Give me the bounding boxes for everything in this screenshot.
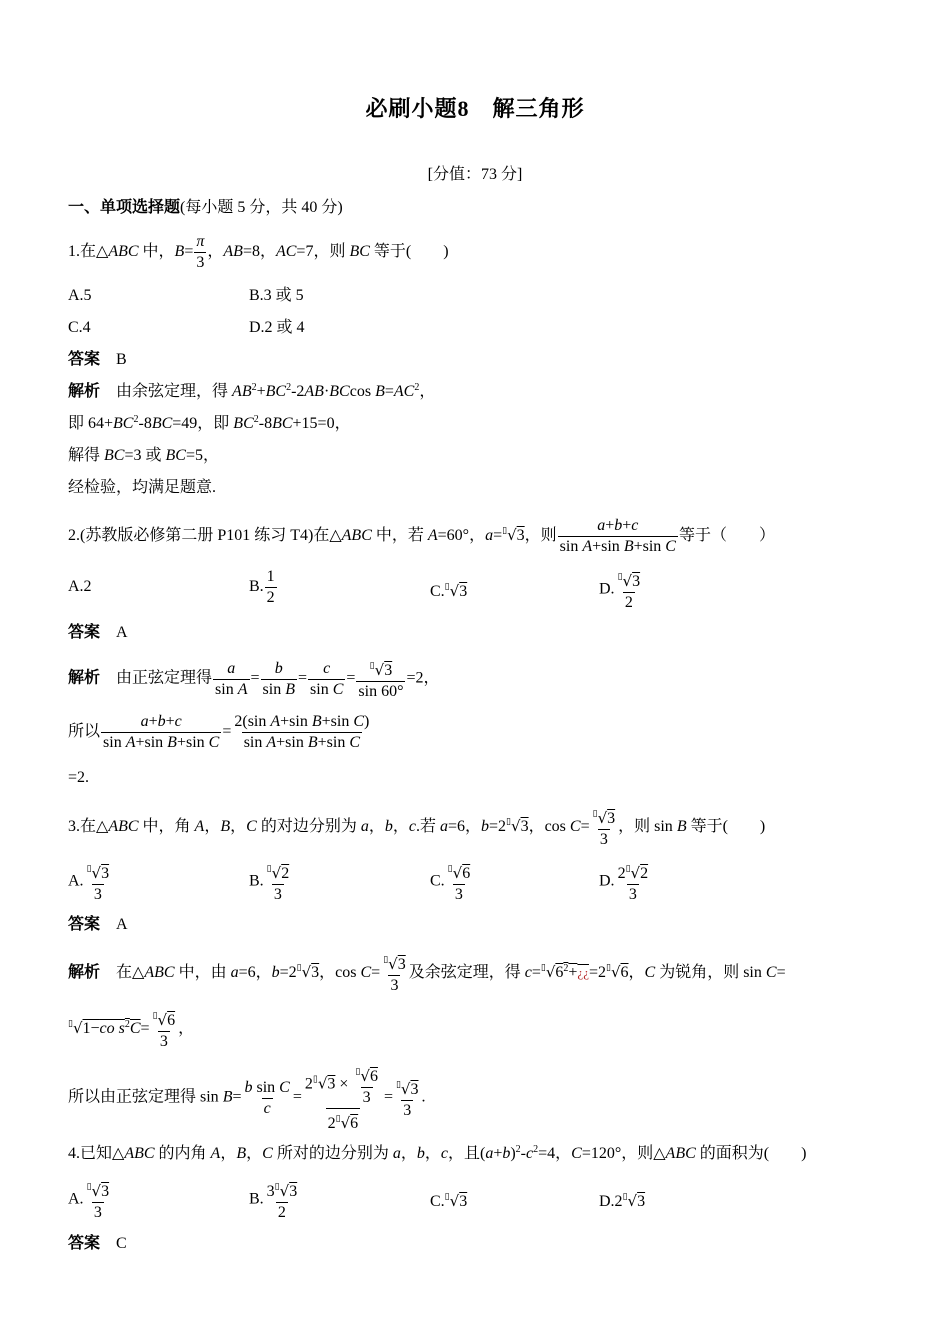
q4-option-b[interactable]: B. $\frac{3^▯√3}{2}$ [249, 1182, 298, 1221]
score-line: [分值：73 分] [427, 166, 523, 183]
q3-option-a[interactable]: A. $\frac{^▯√3}{3}$ [68, 864, 110, 903]
q1-analysis-line-1: 解析 由余弦定理，得 $AB^2+BC^2-2AB\cdot BCcos$ $B=AC^2$， [68, 382, 436, 400]
question-2-stem: 2.(苏教版必修第二册 P101 练习 T4)在△ABC 中，若 A=60°，a=▯√3，则 $\frac{a+b+c}{\text{sin A+sin B+sin C}}$ 等于（ ） [68, 516, 775, 555]
q3-option-c[interactable]: C. $\frac{^▯√6}{3}$ [430, 864, 471, 903]
q1-analysis-line-4: 经检验，均满足题意. [68, 479, 217, 496]
question-3-stem: 3.在△ABC 中，角 A，B，C 的对边分别为 a，b，c.若 a=6，b=2▯√3，cos C= $\frac{^▯√3}{3}$ ，则 sin B 等于( ) [68, 809, 766, 849]
q3-answer: 答案 A [68, 916, 128, 933]
section-title: 一、单项选择题 [68, 199, 181, 216]
q4-answer: 答案 C [68, 1235, 127, 1252]
q2-analysis-line-1: 解析 由正弦定理得 $\frac{a}{\text{sin A}}$ = $\frac{b}{\text{sin B}}$ = $\frac{c}{\text{sin C}}$ = $\frac{^▯√3}{\sin 60^\circ}$ =2， [68, 659, 440, 700]
analysis-label: 解析 [68, 383, 101, 400]
q1-option-b[interactable]: B.3 或 5 [249, 287, 304, 304]
q3-analysis-line-3: 所以由正弦定理得 sin B= $\frac{\text{b sin C}}{c}$ = 2▯√3 × $\frac{^▯√6}{3}$ 2▯√6 = $\frac{^▯√3}{3}$ . [68, 1067, 426, 1132]
q2-ratio-fraction: $\frac{a+b+c}{\text{sin A+sin B+sin C}}$ [559, 516, 676, 555]
q2-option-d[interactable]: D. $\frac{^▯√3}{2}$ [599, 572, 641, 611]
q2-option-c[interactable]: C.▯√3 [430, 582, 468, 600]
q4-option-c[interactable]: C.▯√3 [430, 1192, 468, 1210]
section-note: (每小题 5 分，共 40 分) [180, 199, 343, 216]
q1-analysis-line-2: 即 $64+BC^2-8BC=49$，即 $BC^2-8BC+15=0$， [68, 414, 351, 432]
question-4-stem: 4.已知△ABC 的内角 A，B，C 所对的边分别为 a，b，c，且$(a+b)^2-c^2=4$，C=120°，则△ABC 的面积为( ) [68, 1144, 807, 1162]
q1-option-c[interactable]: C.4 [68, 319, 91, 336]
q1-pi-over-3: $\frac{\pi}{3}$ [196, 233, 205, 271]
q3-analysis-line-1: 解析 在△ABC 中，由 a=6，b=2▯√3，cos C= $\frac{^▯√3}{3}$ 及余弦定理，得 $c=^▯√6^2+¿¿=2^▯√6$，C 为锐角，则 sin C= [68, 955, 786, 995]
q2-option-b[interactable]: B. $\frac{1}{2}$ [249, 568, 275, 606]
q2-analysis-line-2: 所以 $\frac{a+b+c}{\text{sin A+sin B+sin C}}$ = $\frac{\text{2(sin A+sin B+sin C)}}{\text{sin A+sin B+sin C}}$ [68, 713, 370, 751]
section-heading [68, 198, 343, 218]
q1-prefix: 1.在△ [68, 243, 109, 261]
q1-answer [68, 350, 127, 370]
q1-option-a[interactable]: A.5 [68, 287, 92, 304]
q1-answer-value: B [116, 351, 127, 368]
answer-label: 答案 [68, 351, 101, 368]
q3-option-d[interactable]: D. $\frac{2^▯√2}{3}$ [599, 864, 649, 903]
q1-ask: 等于( ) [369, 243, 449, 261]
q2-answer: 答案 A [68, 624, 128, 641]
q3-analysis-line-2: ▯√1−co $s^2C=$ $\frac{^▯√6}{3}$ ， [68, 1011, 195, 1051]
q1-mid: 中， [138, 243, 175, 261]
q1-triangle: ABC [108, 243, 139, 261]
page-title: 必刷小题8 解三角形 [365, 96, 585, 121]
q1-analysis-line-3: 解得 BC=3 或 BC=5， [68, 447, 219, 464]
q1-stem-tail: =8， [242, 243, 276, 261]
q4-option-a[interactable]: A. $\frac{^▯√3}{3}$ [68, 1182, 110, 1221]
q3-option-b[interactable]: B. $\frac{^▯√2}{3}$ [249, 864, 290, 903]
question-1-stem: 1.在△ABC 中，B= $\frac{\pi}{3}$ ，AB=8，AC=7，则 BC 等于( ) [68, 233, 449, 271]
q2-analysis-line-3: =2. [68, 769, 90, 786]
q4-option-d[interactable]: D.2▯√3 [599, 1192, 646, 1210]
q1-option-d[interactable]: D.2 或 4 [249, 319, 305, 336]
q2-option-a[interactable]: A.2 [68, 578, 92, 595]
